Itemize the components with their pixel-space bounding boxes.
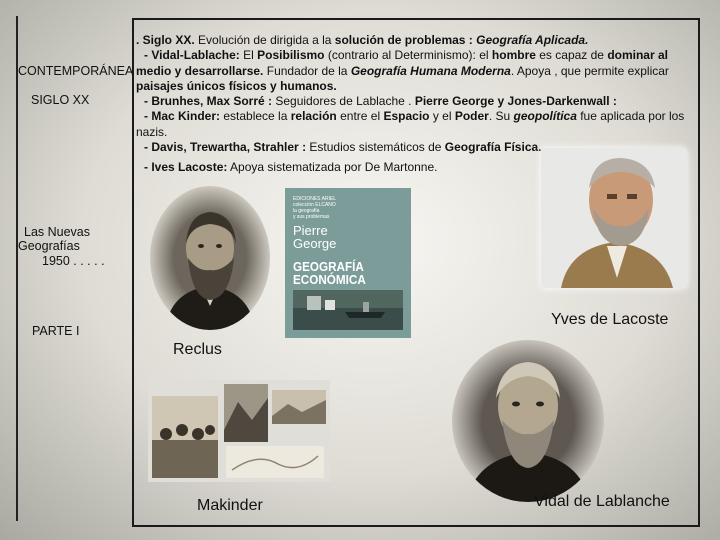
caption-makinder: Makinder — [197, 497, 263, 514]
lacoste-photo — [541, 148, 687, 288]
text-line-1: . Siglo XX. Evolución de dirigida a la solución de problemas : Geografía Aplicada. — [136, 33, 589, 47]
text-line-8: - Davis, Trewartha, Strahler : Estudios sistemáticos de Geografía Física. — [144, 140, 542, 155]
text-line-5: - Brunhes, Max Sorré : Seguidores de Lablache . Pierre George y Jones-Darkenwall : — [144, 94, 617, 109]
label-parte: PARTE I — [32, 324, 80, 338]
text-line-3: medio y desarrollarse. Fundador de la Geografía Humana Moderna. Apoya , que permite explicar — [136, 63, 669, 78]
text-line-2: - Vidal-Lablache: El Posibilismo (contrario al Determinismo): el hombre es capaz de dominar al — [144, 48, 668, 63]
caption-reclus: Reclus — [173, 341, 222, 358]
label-geografias: Geografías — [18, 239, 80, 253]
label-contemporanea: CONTEMPORÁNEA — [18, 64, 134, 78]
label-nuevas: Las Nuevas — [24, 225, 91, 239]
text-line-7: nazis. — [136, 124, 168, 139]
caption-lacoste: Yves de Lacoste — [551, 311, 669, 328]
label-year: 1950 . . . . . — [42, 254, 105, 268]
vidal-portrait — [452, 340, 604, 502]
text-line-6: - Mac Kinder: establece la relación entre el Espacio y el Poder. Su geopolítica fue aplicada por los — [144, 109, 685, 124]
text-line-4: paisajes únicos físicos y humanos. — [136, 78, 337, 93]
reclus-portrait — [150, 186, 270, 330]
left-frame-line — [16, 16, 18, 521]
text-line-9: - Ives Lacoste: Apoya sistematizada por De Martonne. — [144, 160, 438, 175]
caption-vidal: Vidal de Lablanche — [534, 493, 670, 510]
label-siglo-xx: SIGLO XX — [31, 93, 90, 107]
makinder-collage — [148, 380, 330, 482]
book-cover-geografia-economica: EDICIONES ARIEL colección ELCANO la geografía y sus problemas Pierre George GEOGRAFÍA ECONÓMICA — [285, 188, 411, 338]
